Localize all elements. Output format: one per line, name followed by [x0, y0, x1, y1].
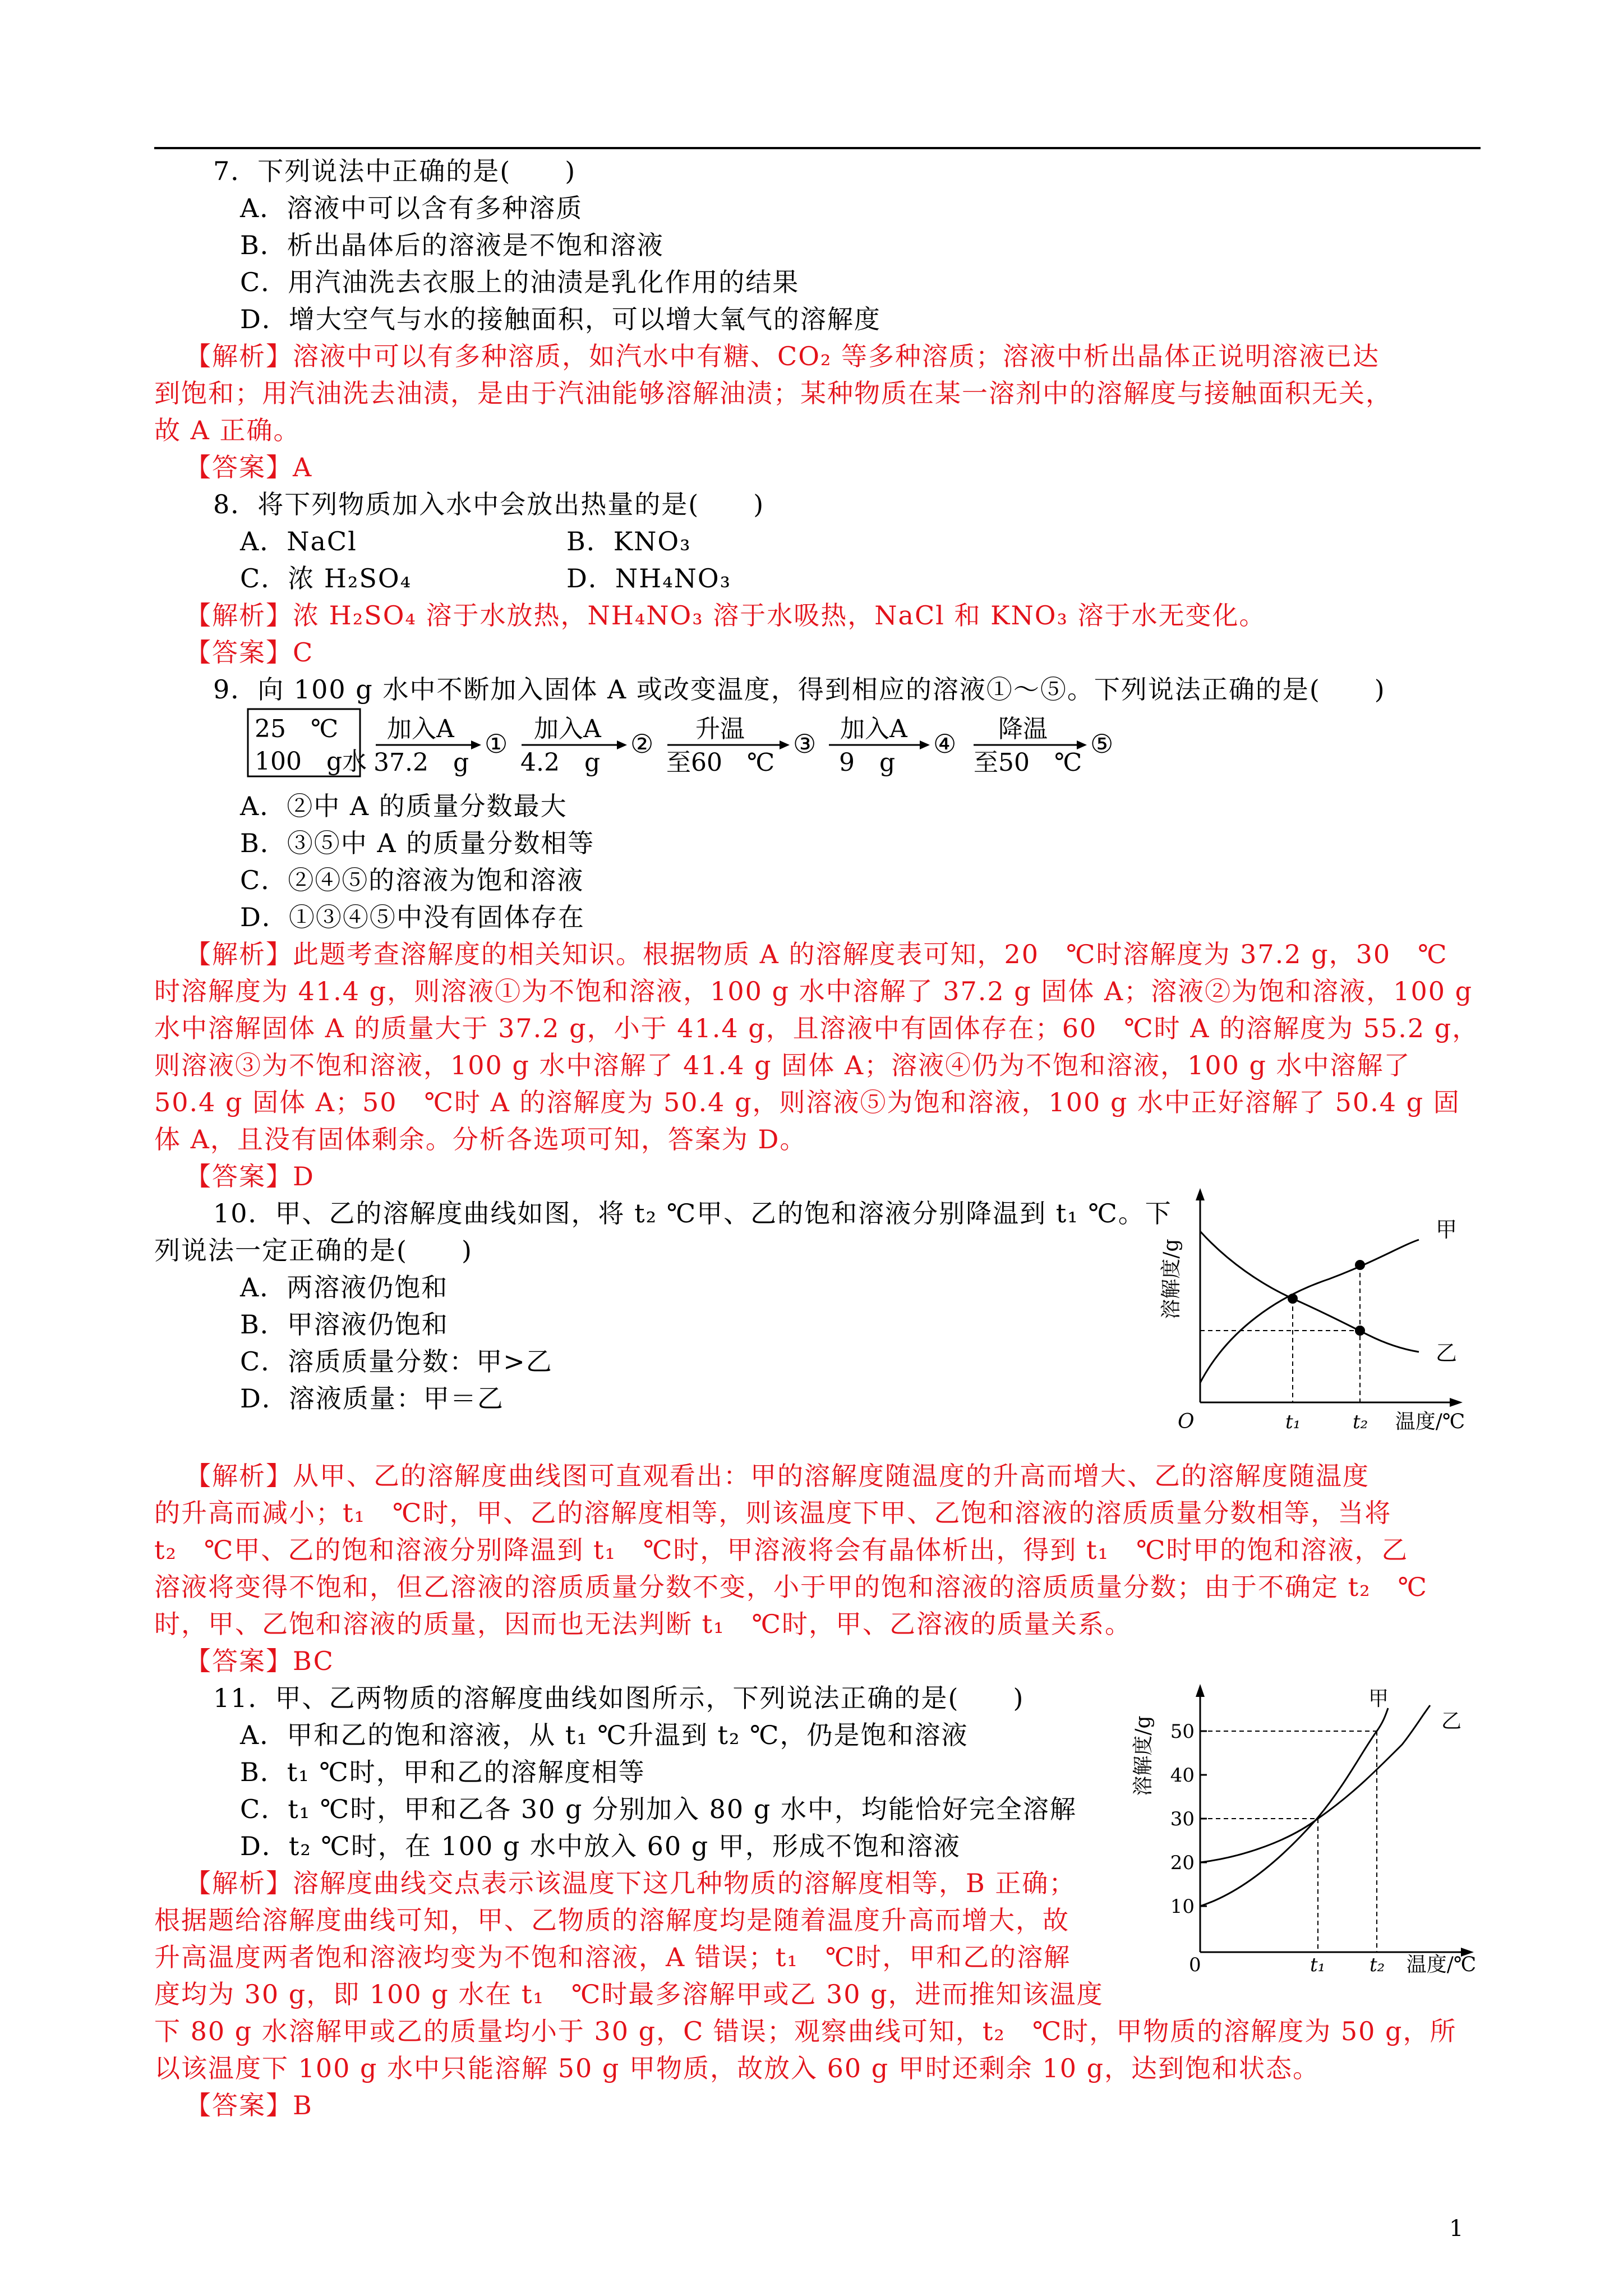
q9-stem: 9．向 100 g 水中不断加入固体 A 或改变温度，得到相应的溶液①～⑤。下列说法正确的是( ): [213, 674, 1386, 705]
q10-option-c: C．溶质质量分数：甲>乙: [240, 1346, 553, 1377]
t1-label: t₁: [1285, 1411, 1301, 1430]
intersection-point: [1288, 1294, 1298, 1304]
q10-option-d: D．溶液质量：甲＝乙: [240, 1383, 504, 1414]
t2-label: t₂: [1370, 1954, 1385, 1975]
y-tick-label: 20: [1170, 1852, 1195, 1874]
x-axis-label: 温度/℃: [1395, 1410, 1465, 1430]
y-tick-label: 40: [1170, 1764, 1195, 1787]
q9-explanation-line: 50.4 g 固体 A；50 ℃时 A 的溶解度为 50.4 g，则溶液⑤为饱和溶液，100 g 水中正好溶解了 50.4 g 固: [154, 1087, 1460, 1117]
y-tick-label: 30: [1170, 1808, 1195, 1830]
q9-option-c: C．②④⑤的溶液为饱和溶液: [240, 865, 584, 895]
flow-step-result: ④: [933, 729, 957, 759]
flow-step-bottom: 至50 ℃: [974, 748, 1082, 777]
flow-step-1: [374, 715, 508, 777]
q7-explanation-line: 【解析】溶液中可以有多种溶质，如汽水中有糖、CO₂ 等多种溶质；溶液中析出晶体正说明溶液已达: [185, 341, 1380, 371]
flow-step-top: 加入A: [840, 715, 907, 743]
q8-option-b: B．KNO₃: [566, 526, 691, 556]
q11-answer: 【答案】B: [185, 2090, 313, 2120]
curve-yi-label: 乙: [1441, 1710, 1462, 1733]
flow-step-top: 加入A: [534, 715, 601, 743]
flow-step-result: ①: [485, 729, 508, 759]
q11-solubility-graph: [1127, 1677, 1486, 1975]
q11-explanation-line: 度均为 30 g，即 100 g 水在 t₁ ℃时最多溶解甲或乙 30 g，进而推知该温度: [154, 1979, 1104, 2009]
q11-option-d: D．t₂ ℃时，在 100 g 水中放入 60 g 甲，形成不饱和溶液: [240, 1831, 961, 1861]
y-axis-arrow: [1196, 1188, 1205, 1200]
t1-label: t₁: [1310, 1954, 1326, 1975]
curve-yi-label: 乙: [1436, 1341, 1458, 1365]
q9-explanation-line: 时溶解度为 41.4 g，则溶液①为不饱和溶液，100 g 水中溶解了 37.2 g 固体 A；溶液②为饱和溶液，100 g: [154, 976, 1473, 1006]
q9-option-b: B．③⑤中 A 的质量分数相等: [240, 828, 595, 858]
q11-explanation-line: 以该温度下 100 g 水中只能溶解 50 g 甲物质，故放入 60 g 甲时还剩余 10 g，达到饱和状态。: [154, 2053, 1320, 2083]
q7-explanation-line: 故 A 正确。: [154, 415, 301, 445]
jia-point-t2: [1355, 1260, 1365, 1270]
y-tick-label: 50: [1170, 1720, 1195, 1743]
q10-option-b: B．甲溶液仍饱和: [240, 1309, 449, 1340]
q9-explanation-line: 水中溶解固体 A 的质量大于 37.2 g，小于 41.4 g，且溶液中有固体存在；60 ℃时 A 的溶解度为 55.2 g，: [154, 1013, 1479, 1043]
yi-point-t2: [1355, 1326, 1365, 1336]
flow-step-4: [829, 715, 956, 777]
q9-explanation-line: 【解析】此题考查溶解度的相关知识。根据物质 A 的溶解度表可知，20 ℃时溶解度为 37.2 g，30 ℃: [185, 939, 1448, 969]
y-tick-label: 10: [1170, 1895, 1195, 1918]
q8-option-c: C．浓 H₂SO₄: [240, 563, 412, 593]
flow-step-3: [666, 715, 816, 777]
q10-solubility-graph: [1150, 1184, 1497, 1430]
origin-label: O: [1178, 1410, 1195, 1430]
q9-explanation-line: 体 A，且没有固体剩余。分析各选项可知，答案为 D。: [154, 1124, 807, 1154]
origin-label: 0: [1189, 1954, 1201, 1975]
q9-option-a: A．②中 A 的质量分数最大: [240, 791, 568, 821]
x-axis-label: 温度/℃: [1406, 1953, 1477, 1975]
flow-start-top: 25 ℃: [255, 715, 339, 743]
q10-answer: 【答案】BC: [185, 1646, 334, 1676]
y-axis-label: 溶解度/g: [1160, 1239, 1183, 1319]
q11-explanation-line: 升高温度两者饱和溶液均变为不饱和溶液，A 错误；t₁ ℃时，甲和乙的溶解: [154, 1942, 1071, 1972]
q11-explanation-line: 下 80 g 水溶解甲或乙的质量均小于 30 g，C 错误；观察曲线可知，t₂ ℃时，甲物质的溶解度为 50 g，所: [154, 2016, 1457, 2046]
flow-step-bottom: 至60 ℃: [666, 748, 775, 777]
flow-step-top: 升温: [695, 715, 745, 743]
flow-step-top: 加入A: [387, 715, 454, 743]
q10-option-a: A．两溶液仍饱和: [240, 1272, 449, 1303]
q11-option-b: B．t₁ ℃时，甲和乙的溶解度相等: [240, 1757, 645, 1787]
q7-stem: 7．下列说法中正确的是( ): [213, 156, 577, 186]
q10-explanation-line: 时，甲、乙饱和溶液的质量，因而也无法判断 t₁ ℃时，甲、乙溶液的质量关系。: [154, 1609, 1132, 1639]
q9-answer: 【答案】D: [185, 1161, 315, 1191]
x-axis-arrow: [1450, 1398, 1463, 1407]
flow-step-result: ③: [793, 729, 817, 759]
header-rule: [154, 147, 1481, 149]
q10-stem-line: 列说法一定正确的是( ): [154, 1235, 473, 1266]
q7-explanation-line: 到饱和；用汽油洗去油渍，是由于汽油能够溶解油渍；某种物质在某一溶剂中的溶解度与接触面积无关，: [154, 378, 1393, 408]
t2-label: t₂: [1353, 1411, 1368, 1430]
flow-step-5: [974, 715, 1113, 777]
y-axis-label: 溶解度/g: [1132, 1715, 1155, 1796]
flow-step-result: ②: [630, 729, 654, 759]
q10-stem-line: 10．甲、乙的溶解度曲线如图，将 t₂ ℃甲、乙的饱和溶液分别降温到 t₁ ℃。下: [213, 1198, 1172, 1228]
q11-stem: 11．甲、乙两物质的溶解度曲线如图所示，下列说法正确的是( ): [213, 1683, 1025, 1713]
q11-option-a: A．甲和乙的饱和溶液，从 t₁ ℃升温到 t₂ ℃，仍是饱和溶液: [240, 1720, 969, 1750]
flow-step-2: [520, 715, 653, 777]
q7-option-a: A．溶液中可以含有多种溶质: [240, 193, 583, 223]
q8-stem: 8．将下列物质加入水中会放出热量的是( ): [213, 489, 765, 519]
q9-option-d: D．①③④⑤中没有固体存在: [240, 902, 585, 932]
flow-step-bottom: 4.2 g: [520, 748, 601, 777]
flow-step-result: ⑤: [1090, 729, 1114, 759]
q8-option-d: D．NH₄NO₃: [566, 563, 732, 593]
curve-jia-label: 甲: [1368, 1687, 1389, 1710]
q7-option-c: C．用汽油洗去衣服上的油渍是乳化作用的结果: [240, 267, 800, 297]
q8-explanation: 【解析】浓 H₂SO₄ 溶于水放热，NH₄NO₃ 溶于水吸热，NaCl 和 KNO₃ 溶于水无变化。: [185, 600, 1266, 631]
q10-explanation-line: 的升高而减小；t₁ ℃时，甲、乙的溶解度相等，则该温度下甲、乙饱和溶液的溶质质量分数相等，当将: [154, 1498, 1392, 1528]
q11-option-c: C．t₁ ℃时，甲和乙各 30 g 分别加入 80 g 水中，均能恰好完全溶解: [240, 1794, 1077, 1824]
curve-yi: [1200, 1231, 1419, 1352]
q7-option-d: D．增大空气与水的接触面积，可以增大氧气的溶解度: [240, 304, 881, 334]
flow-start-bottom: 100 g水: [255, 747, 367, 776]
q7-option-b: B．析出晶体后的溶液是不饱和溶液: [240, 230, 664, 260]
flow-step-bottom: 9 g: [839, 748, 896, 777]
q7-answer: 【答案】A: [185, 452, 313, 482]
q10-explanation-line: 【解析】从甲、乙的溶解度曲线图可直观看出：甲的溶解度随温度的升高而增大、乙的溶解度随温度: [185, 1461, 1370, 1491]
q10-explanation-line: 溶液将变得不饱和，但乙溶液的溶质质量分数不变，小于甲的饱和溶液的溶质质量分数；由于不确定 t₂ ℃: [154, 1572, 1428, 1602]
y-axis-arrow: [1196, 1684, 1205, 1697]
curve-jia: [1200, 1708, 1388, 1906]
curve-jia-label: 甲: [1436, 1217, 1458, 1242]
q9-process-flow: [247, 708, 1144, 782]
page-number: 1: [1449, 2216, 1464, 2242]
q11-explanation-line: 根据题给溶解度曲线可知，甲、乙物质的溶解度均是随着温度升高而增大，故: [154, 1905, 1069, 1935]
curve-yi: [1200, 1705, 1430, 1862]
q9-explanation-line: 则溶液③为不饱和溶液，100 g 水中溶解了 41.4 g 固体 A；溶液④仍为不饱和溶液，100 g 水中溶解了: [154, 1050, 1411, 1080]
flow-step-bottom: 37.2 g: [374, 748, 469, 777]
flow-step-top: 降温: [998, 715, 1048, 743]
q11-explanation-line: 【解析】溶解度曲线交点表示该温度下这几种物质的溶解度相等，B 正确；: [185, 1868, 1076, 1898]
q10-explanation-line: t₂ ℃甲、乙的饱和溶液分别降温到 t₁ ℃时，甲溶液将会有晶体析出，得到 t₁ ℃时甲的饱和溶液，乙: [154, 1535, 1409, 1565]
q8-answer: 【答案】C: [185, 637, 314, 668]
q8-option-a: A．NaCl: [240, 526, 357, 556]
